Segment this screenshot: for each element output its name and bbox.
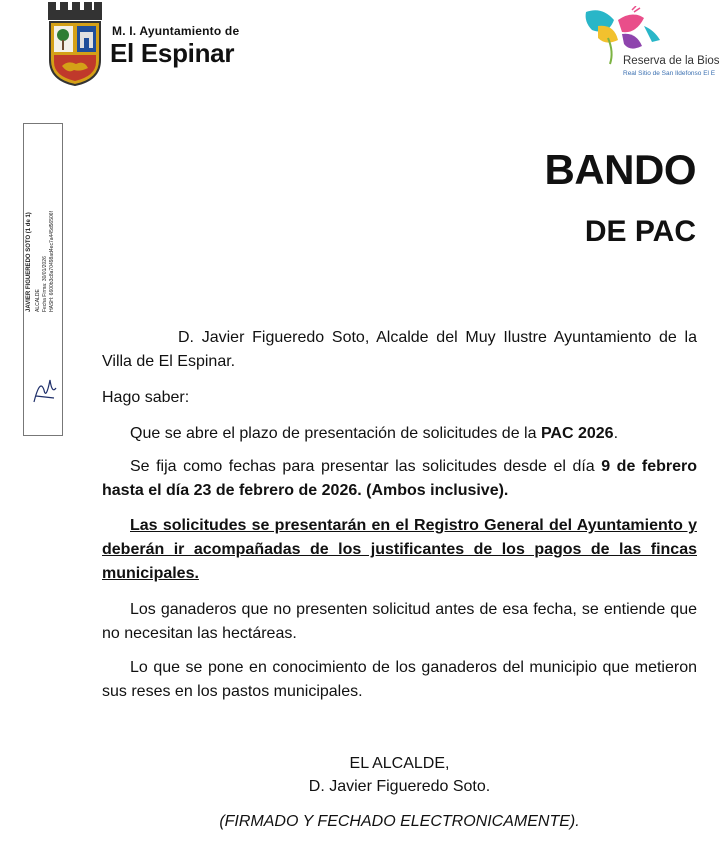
paragraph-introduction: D. Javier Figueredo Soto, Alcalde del Muy Ilustre Ayuntamiento de la Villa de El Espinar. <box>102 329 697 370</box>
plazo-pac-year: PAC 2026 <box>540 425 614 442</box>
fechas-dates: 9 de febrero hasta el día 23 de febrero de 2026. (Ambos inclusive). <box>102 458 697 499</box>
paragraph-fechas <box>102 455 697 503</box>
fechas-text: Se fija como fechas para presentar las solicitudes desde el día <box>130 458 602 475</box>
biosphere-subtitle: Real Sitio de San Ildefonso El E <box>623 70 716 77</box>
paragraph-registro: Las solicitudes se presentarán en el Registro General del Ayuntamiento y deberán ir acompañadas de los justificantes de los pagos de las fincas municipales. <box>102 517 697 582</box>
signature-name: D. Javier Figueredo Soto. <box>308 778 491 795</box>
handwritten-signature-icon <box>30 374 60 406</box>
electronic-signature-stamp <box>23 123 63 436</box>
organization-name: El Espinar <box>110 38 235 68</box>
stamp-hash: HASH: 6600b3c8a70498ad4ec7a445d56506f <box>49 211 55 312</box>
document-title: BANDO <box>544 146 696 193</box>
organization-subtitle: M. I. Ayuntamiento de <box>112 24 240 38</box>
municipal-crest-logo <box>46 2 102 86</box>
paragraph-ganaderos: Los ganaderos que no presenten solicitud antes de esa fecha, se entiende que no necesitan las hectáreas. <box>102 601 697 642</box>
biosphere-title: Reserva de la Bios <box>623 55 720 67</box>
signature-note: (FIRMADO Y FECHADO ELECTRONICAMENTE). <box>219 813 580 830</box>
plazo-period: . <box>613 425 619 442</box>
signature-title: EL ALCALDE, <box>349 755 450 772</box>
paragraph-hago-saber: Hago saber: <box>102 389 190 406</box>
stamp-role: ALCALDE <box>35 289 41 312</box>
paragraph-conocimiento: Lo que se pone en conocimiento de los ganaderos del municipio que metieron sus reses en los pastos municipales. <box>102 659 697 700</box>
document-subtitle: DE PAC <box>584 215 696 248</box>
paragraph-plazo <box>102 422 697 446</box>
stamp-signer-name: JAVIER FIGUEREDO SOTO (1 de 1) <box>26 212 32 312</box>
stamp-date: Fecha Firma: 30/01/2026 <box>42 256 48 312</box>
plazo-text: Que se abre el plazo de presentación de solicitudes de la <box>130 425 541 442</box>
